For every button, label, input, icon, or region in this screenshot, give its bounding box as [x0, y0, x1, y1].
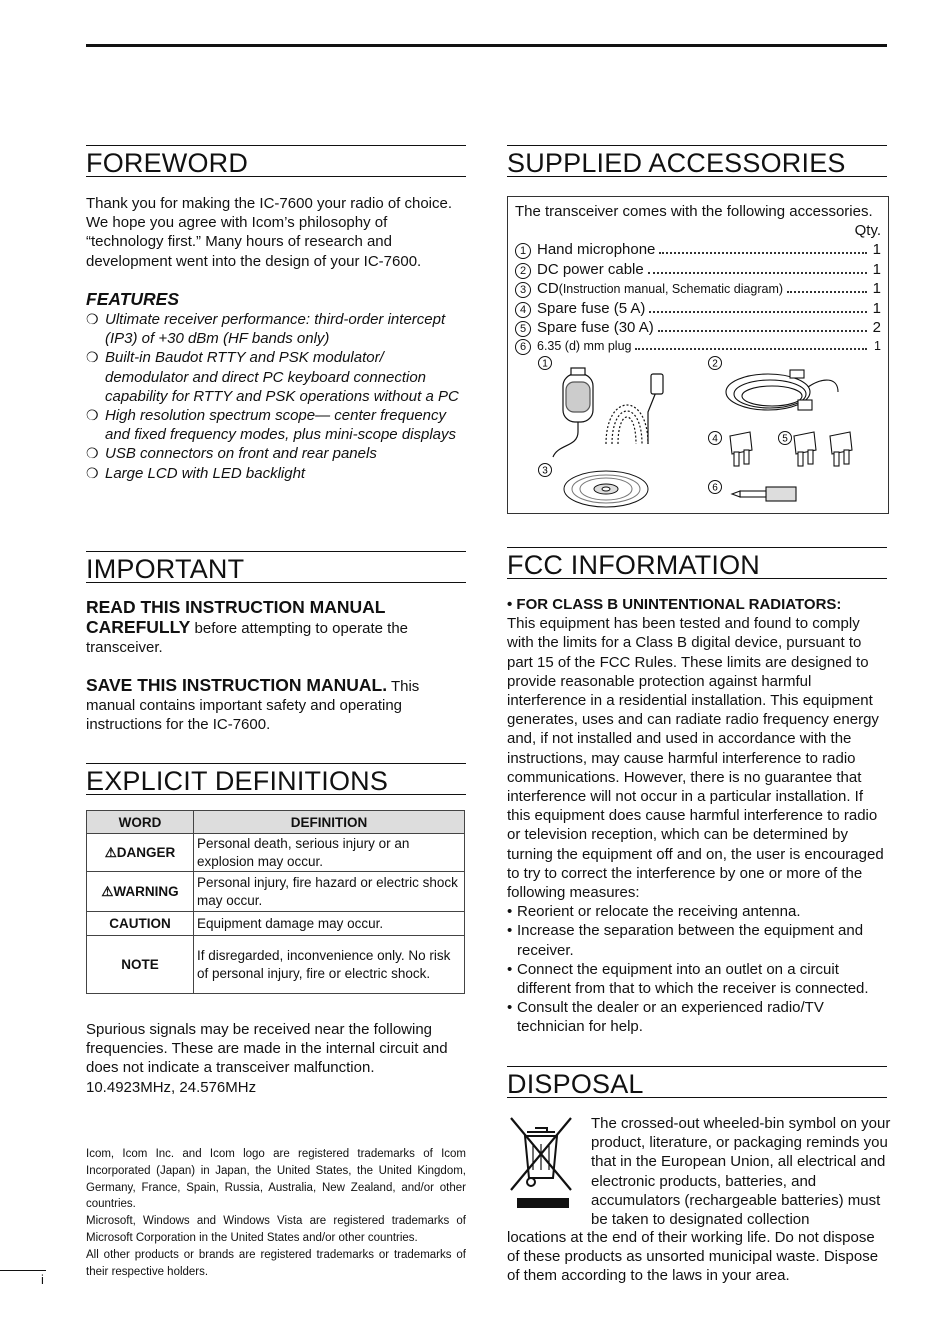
save-manual-notice: SAVE THIS INSTRUCTION MANUAL. This manual contains important safety and operating instructions for the IC-7600.	[86, 674, 420, 734]
figure-label: 6	[712, 482, 718, 494]
bullet-circle-icon: ❍	[86, 464, 99, 481]
list-item: 6 6.35 (d) mm plug 1	[515, 337, 881, 356]
page-number: i	[41, 1272, 44, 1287]
crossed-bin-icon	[507, 1114, 575, 1212]
fcc-text: This equipment has been tested and found to comply with the limits for a Class B digital device, pursuant to part 15 of the FCC Rules. These limits are designed to provide reasonable protection against harmful interference in a residential installation. This equipment generates, uses and can radiate radio frequency energy and, if not installed and used in accordance with the instructions, may cause harmful interference to radio communications. However, there is no guarantee that interference will not occur in a particular installation. If this equipment does cause harmful interference to radio or television reception, which can be determined by turning the equipment off and on, the user is encouraged to try to correct the interference by one or more of the following measures:	[507, 615, 884, 902]
definition-word: CAUTION	[87, 912, 194, 936]
section-title-fcc: FCC INFORMATION	[507, 547, 887, 579]
read-manual-notice: READ THIS INSTRUCTION MANUAL CAREFULLY before attempting to operate the transceiver.	[86, 597, 409, 657]
table-row	[87, 912, 465, 936]
spurious-text: Spurious signals may be received near the following frequencies. These are made in the internal circuit and does not indicate a transceiver malfunction.	[86, 1021, 448, 1077]
list-item: 1 Hand microphone 1	[515, 240, 881, 259]
trademark-note: Microsoft, Windows and Windows Vista are registered trademarks of Microsoft Corporation in the United States and/or other countries.	[86, 1215, 466, 1244]
table-row	[87, 834, 465, 872]
foreword-section	[86, 145, 466, 271]
foreword-text: Thank you for making the IC-7600 your radio of choice. We hope you agree with Icom’s philosophy of “technology first.” Many hours of research and development went into the design of your IC-7600.	[86, 195, 453, 270]
accessories-list	[515, 240, 881, 356]
bullet-circle-icon: ❍	[86, 445, 99, 462]
list-item: • Connect the equipment into an outlet on a circuit different from that to which the receiver is connected.	[507, 960, 887, 998]
top-rule	[86, 44, 887, 47]
list-item: 2 DC power cable 1	[515, 260, 881, 279]
bullet-circle-icon: ❍	[86, 349, 99, 366]
list-item: 5 Spare fuse (30 A) 2	[515, 318, 881, 337]
feature-item: ❍ USB connectors on front and rear panels	[86, 445, 377, 463]
trademark-note: Icom, Icom Inc. and Icom logo are registered trademarks of Icom Incorporated (Japan) in Japan, the United States, the United Kingdom, Germany, France, Spain, Russia, Australia, New Zealand, and/or other countries.	[86, 1148, 466, 1211]
hand-microphone-icon	[553, 368, 663, 457]
feature-item: ❍ High resolution spectrum scope— center frequency and fixed frequency modes, plus mini-scope displays	[86, 407, 457, 444]
column-header-word: WORD	[87, 811, 194, 834]
accessories-box	[507, 196, 889, 514]
figure-label: 2	[712, 358, 718, 370]
feature-item: ❍ Large LCD with LED backlight	[86, 464, 306, 482]
trademark-note: All other products or brands are registered trademarks or trademarks of their respective holders.	[86, 1248, 466, 1278]
list-item: • Reorient or relocate the receiving antenna.	[507, 902, 887, 921]
definition-word: NOTE	[87, 936, 194, 994]
spurious-section	[86, 1020, 466, 1097]
list-item: • Increase the separation between the equipment and receiver.	[507, 921, 887, 959]
cd-icon	[564, 471, 648, 507]
qty-label: Qty.	[854, 222, 881, 240]
definitions-section	[86, 763, 466, 994]
disposal-side-text: The crossed-out wheeled-bin symbol on your product, literature, or packaging reminds you that in the European Union, all electrical and electronic products, batteries, and accumulators (rechargeable batteries) must be taken to designated collection	[591, 1115, 891, 1229]
definition-text: Equipment damage may occur.	[194, 912, 465, 936]
figure-label: 3	[542, 465, 548, 477]
definition-word: ⚠WARNING	[87, 872, 194, 912]
feature-item: ❍ Ultimate receiver performance: third-order intercept (IP3) of +30 dBm (HF bands only)	[86, 311, 446, 348]
features-section	[86, 288, 470, 483]
section-title-disposal: DISPOSAL	[507, 1066, 887, 1098]
bullet-circle-icon: ❍	[86, 407, 99, 424]
features-title: FEATURES	[86, 289, 180, 309]
list-item: 3 CD (Instruction manual, Schematic diagram) 1	[515, 279, 881, 299]
definition-text: Personal injury, fire hazard or electric shock may occur.	[194, 872, 465, 912]
fuse-icon	[794, 432, 816, 466]
table-header-row	[87, 811, 465, 834]
definitions-table	[86, 810, 465, 994]
table-row	[87, 936, 465, 994]
dc-power-cable-icon	[726, 370, 838, 410]
page-number-rule	[0, 1270, 46, 1271]
list-item: • Consult the dealer or an experienced radio/TV technician for help.	[507, 998, 887, 1036]
fuse-icon	[830, 432, 852, 466]
fcc-heading: • FOR CLASS B UNINTENTIONAL RADIATORS:	[507, 596, 842, 613]
figure-label: 4	[712, 433, 718, 445]
list-item: 4 Spare fuse (5 A) 1	[515, 299, 881, 318]
figure-label: 1	[542, 358, 548, 370]
feature-item: ❍ Built-in Baudot RTTY and PSK modulator/ demodulator and direct PC keyboard connection capability for RTTY and PSK operations without a PC	[86, 349, 459, 405]
column-header-definition: DEFINITION	[194, 811, 465, 834]
bullet-circle-icon: ❍	[86, 311, 99, 327]
table-row	[87, 872, 465, 912]
definition-text: Personal death, serious injury or an explosion may occur.	[194, 834, 465, 872]
trademark-notes	[86, 1146, 466, 1280]
accessories-illustration	[508, 352, 886, 512]
figure-label: 5	[782, 433, 788, 445]
important-section	[86, 551, 466, 734]
plug-icon	[732, 487, 796, 501]
section-title-foreword: FOREWORD	[86, 145, 466, 177]
accessories-intro: The transceiver comes with the following accessories.	[515, 203, 873, 220]
disposal-section	[507, 1066, 887, 1098]
features-list	[86, 310, 470, 483]
definition-text: If disregarded, inconvenience only. No risk of personal injury, fire or electric shock.	[194, 936, 465, 994]
section-title-important: IMPORTANT	[86, 551, 466, 583]
spurious-frequencies: 10.4923MHz, 24.576MHz	[86, 1078, 257, 1096]
fcc-section	[507, 547, 887, 1037]
section-title-accessories: SUPPLIED ACCESSORIES	[507, 145, 887, 177]
fuse-icon	[730, 432, 752, 466]
section-title-definitions: EXPLICIT DEFINITIONS	[86, 763, 466, 795]
fcc-measures-list	[507, 902, 887, 1036]
definition-word: ⚠DANGER	[87, 834, 194, 872]
disposal-full-text: locations at the end of their working life. Do not dispose of these products as unsorted municipal waste. Dispose of them according to the laws in your area.	[507, 1229, 879, 1285]
accessories-section	[507, 145, 887, 177]
